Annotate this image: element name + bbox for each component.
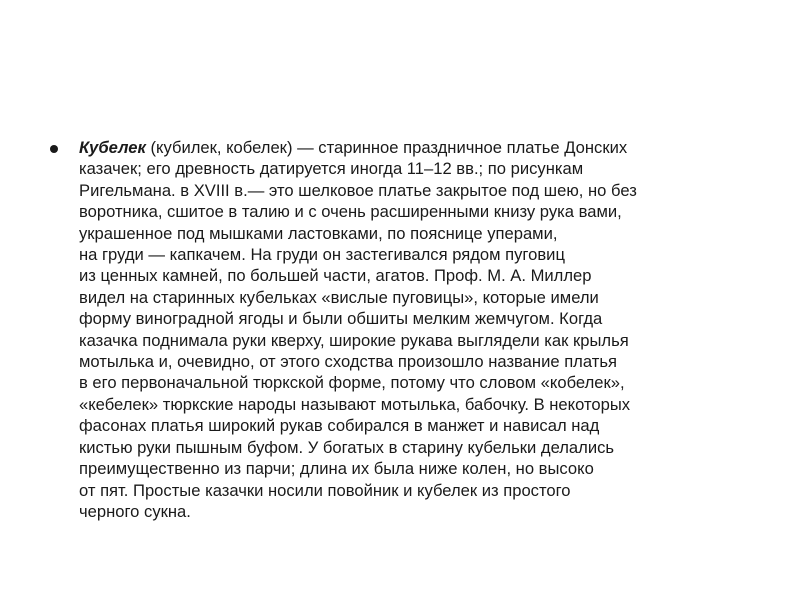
paragraph-line: преимущественно из парчи; длина их была ниже колен, но высоко <box>79 459 594 479</box>
paragraph-line: Ригельмана. в XVIII в.— это шелковое платье закрытое под шею, но без <box>79 180 637 200</box>
paragraph-line: на груди — капкачем. На груди он застегивался рядом пуговиц <box>79 245 565 265</box>
paragraph-line: форму виноградной ягоды и были обшиты мелким жемчугом. Когда <box>79 309 603 329</box>
paragraph-line: украшенное под мышками ластовками, по пояснице уперами, <box>79 223 558 243</box>
paragraph-line: кистью руки пышным буфом. У богатых в старину кубельки делались <box>79 437 615 457</box>
paragraph-line: казачек; его древность датируется иногда 11–12 вв.; по рисункам <box>79 159 584 179</box>
term-heading: Кубелек <box>79 138 146 157</box>
paragraph-line: видел на старинных кубельках «вислые пуговицы», которые имели <box>79 287 599 307</box>
paragraph-line: фасонах платья широкий рукав собирался в манжет и нависал над <box>79 416 600 436</box>
paragraph-line <box>79 137 764 158</box>
bullet-point-icon <box>50 145 58 153</box>
body-paragraph <box>79 137 764 522</box>
paragraph-line: мотылька и, очевидно, от этого сходства произошло название платья <box>79 352 617 372</box>
paragraph-line: казачка поднимала руки кверху, широкие рукава выглядели как крылья <box>79 330 629 350</box>
paragraph-line: черного сукна. <box>79 501 191 521</box>
paragraph-line: из ценных камней, по большей части, агатов. Проф. М. А. Миллер <box>79 266 592 286</box>
paragraph-line: в его первоначальной тюркской форме, потому что словом «кобелек», <box>79 373 625 393</box>
paragraph-line: от пят. Простые казачки носили повойник и кубелек из простого <box>79 480 571 500</box>
paragraph-line-text: (кубилек, кобелек) — старинное праздничное платье Донских <box>145 138 628 157</box>
paragraph-line: «кебелек» тюркские народы называют мотылька, бабочку. В некоторых <box>79 394 631 414</box>
paragraph-line: воротника, сшитое в талию и с очень расширенными книзу рука вами, <box>79 202 622 222</box>
